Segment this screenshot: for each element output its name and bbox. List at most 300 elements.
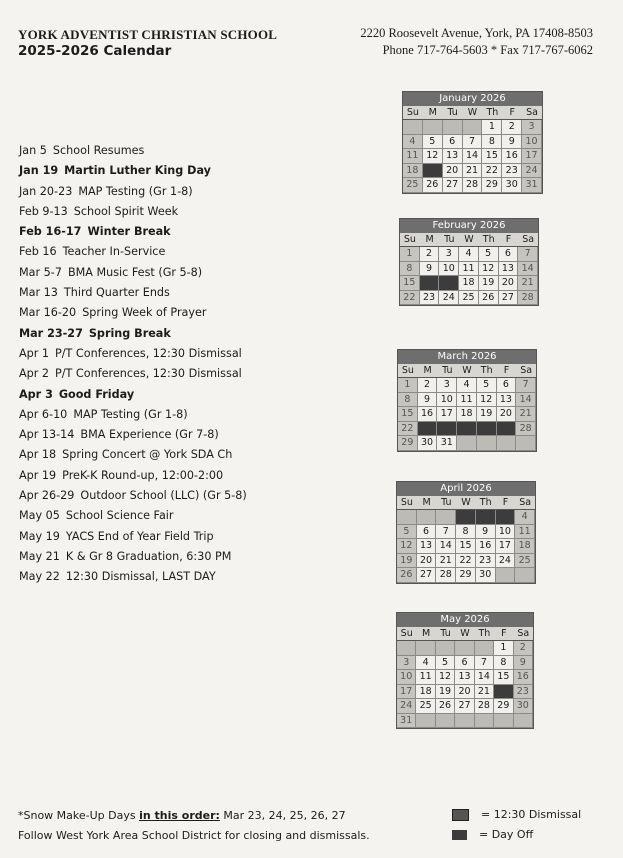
- day-cell: 20: [443, 164, 463, 179]
- day-cell: 18: [403, 164, 423, 179]
- day-cell: 10: [439, 262, 459, 277]
- day-cell: 3: [439, 247, 459, 262]
- month-calendar-may: [396, 612, 534, 729]
- school-address: 2220 Roosevelt Avenue, York, PA 17408-8503: [360, 26, 593, 40]
- day-cell: 17: [496, 539, 516, 554]
- event-text: School Spirit Week: [73, 204, 179, 218]
- weekday-label: Tu: [440, 628, 451, 639]
- month-title: January 2026: [403, 92, 542, 106]
- day-cell: 29: [456, 568, 476, 583]
- event-date: Mar 5-7: [19, 265, 62, 279]
- event-date: Apr 19: [19, 468, 57, 482]
- day-cell: 25: [459, 291, 479, 306]
- event-item: [19, 327, 247, 347]
- day-cell: 21: [463, 164, 483, 179]
- day-cell: 16: [502, 149, 522, 164]
- day-cell: 6: [455, 656, 474, 671]
- day-cell: 26: [477, 422, 497, 437]
- day-cell: 29: [482, 178, 502, 193]
- empty-cell: [497, 436, 517, 451]
- event-text: School Resumes: [52, 144, 145, 157]
- day-cell: 14: [518, 262, 538, 277]
- day-cell: 6: [499, 247, 519, 262]
- event-date: Feb 16-17: [19, 225, 82, 239]
- day-cell: 22: [482, 164, 502, 179]
- day-cell: 15: [456, 539, 476, 554]
- day-cell: 6: [417, 525, 437, 540]
- event-item: [19, 185, 247, 205]
- closing-note: Follow West York Area School District for closing and dismissals.: [18, 829, 370, 842]
- empty-cell: [397, 641, 416, 656]
- empty-cell: [477, 436, 497, 451]
- day-cell: 3: [496, 510, 516, 525]
- day-cell: 21: [475, 685, 494, 700]
- day-cell: 28: [463, 178, 483, 193]
- day-cell: 7: [436, 525, 456, 540]
- day-cell: 24: [437, 422, 457, 437]
- day-cell: 4: [416, 656, 435, 671]
- empty-cell: [496, 568, 516, 583]
- day-cell: 21: [436, 554, 456, 569]
- day-grid: [398, 378, 536, 451]
- weekday-header: [400, 233, 538, 247]
- day-cell: 30: [514, 699, 533, 714]
- calendar-title: 2025-2026 Calendar: [18, 43, 172, 59]
- day-cell: 16: [476, 539, 496, 554]
- day-cell: 8: [482, 135, 502, 150]
- event-text: Martin Luther King Day: [64, 164, 211, 178]
- day-off-swatch-icon: [452, 830, 467, 840]
- legend-dismissal: [452, 808, 581, 821]
- day-cell: 31: [437, 436, 457, 451]
- event-date: May 22: [19, 570, 60, 584]
- snow-makeup-emphasis: in this order:: [139, 809, 220, 822]
- day-grid: [397, 510, 535, 583]
- weekday-label: Th: [482, 234, 495, 245]
- event-text: K & Gr 8 Graduation, 6:30 PM: [65, 549, 232, 563]
- day-cell: 31: [522, 178, 542, 193]
- event-item: [19, 266, 247, 286]
- day-cell: 12: [397, 539, 417, 554]
- day-cell: 22: [456, 554, 476, 569]
- day-cell: 16: [418, 407, 438, 422]
- weekday-label: Tu: [442, 365, 453, 376]
- day-cell: 9: [420, 262, 440, 277]
- day-cell: 15: [400, 276, 420, 291]
- weekday-label: M: [425, 234, 434, 245]
- day-cell: 27: [443, 178, 463, 193]
- day-cell: 17: [397, 685, 416, 700]
- weekday-label: Th: [486, 107, 499, 118]
- day-grid: [403, 120, 542, 193]
- day-cell: 17: [522, 149, 542, 164]
- day-cell: 27: [417, 568, 437, 583]
- weekday-label: Tu: [447, 107, 458, 118]
- day-cell: 14: [516, 393, 536, 408]
- month-calendar-january: [402, 91, 543, 194]
- event-date: Apr 18: [19, 448, 57, 462]
- month-title: May 2026: [397, 613, 533, 627]
- day-cell: 8: [494, 656, 513, 671]
- empty-cell: [443, 120, 463, 135]
- day-cell: 7: [516, 378, 536, 393]
- day-cell: 27: [497, 422, 517, 437]
- day-cell: 13: [443, 149, 463, 164]
- day-cell: 10: [522, 135, 542, 150]
- event-item: [19, 448, 247, 468]
- empty-cell: [455, 714, 474, 729]
- day-cell: 5: [477, 378, 497, 393]
- day-cell: 23: [418, 422, 438, 437]
- day-cell: 24: [397, 699, 416, 714]
- dismissal-swatch-icon: [452, 809, 469, 821]
- event-date: Apr 3: [19, 387, 53, 401]
- day-cell: 30: [502, 178, 522, 193]
- weekday-label: F: [505, 234, 512, 245]
- weekday-label: Th: [479, 497, 492, 508]
- event-date: Feb 16: [19, 245, 57, 259]
- day-cell: 4: [457, 378, 477, 393]
- day-cell: 26: [423, 178, 443, 193]
- day-cell: 21: [518, 276, 538, 291]
- legend-day-off-label: = Day Off: [479, 828, 534, 841]
- event-item: [19, 205, 247, 225]
- day-cell: 20: [499, 276, 519, 291]
- day-grid: [400, 247, 538, 305]
- day-cell: 28: [516, 422, 536, 437]
- day-cell: 23: [514, 685, 533, 700]
- day-cell: 16: [514, 670, 533, 685]
- day-cell: 11: [457, 393, 477, 408]
- day-cell: 28: [518, 291, 538, 306]
- day-cell: 1: [494, 641, 513, 656]
- events-list: [19, 144, 247, 591]
- day-cell: 22: [398, 422, 418, 437]
- day-cell: 17: [437, 407, 457, 422]
- day-cell: 7: [463, 135, 483, 150]
- event-date: Mar 13: [19, 286, 58, 300]
- day-cell: 11: [416, 670, 435, 685]
- day-cell: 12: [477, 393, 497, 408]
- event-date: Jan 5: [19, 144, 47, 157]
- event-date: May 19: [19, 529, 60, 543]
- day-cell: 5: [436, 656, 455, 671]
- day-cell: 8: [398, 393, 418, 408]
- weekday-label: Tu: [444, 234, 455, 245]
- empty-cell: [475, 714, 494, 729]
- day-cell: 11: [403, 149, 423, 164]
- weekday-label: Su: [400, 497, 413, 508]
- event-text: Teacher In-Service: [62, 245, 166, 259]
- empty-cell: [423, 120, 443, 135]
- day-cell: 18: [457, 407, 477, 422]
- day-cell: 26: [397, 568, 417, 583]
- day-cell: 29: [494, 699, 513, 714]
- snow-makeup-prefix: *Snow Make-Up Days: [18, 809, 140, 822]
- day-cell: 9: [418, 393, 438, 408]
- event-item: [19, 408, 247, 428]
- day-cell: 11: [459, 262, 479, 277]
- day-cell: 25: [403, 178, 423, 193]
- day-cell: 19: [423, 164, 443, 179]
- weekday-label: W: [467, 107, 478, 118]
- day-cell: 20: [497, 407, 517, 422]
- empty-cell: [417, 510, 437, 525]
- day-cell: 2: [514, 641, 533, 656]
- event-text: Spring Break: [88, 326, 171, 340]
- day-cell: 26: [479, 291, 499, 306]
- legend-day-off: [452, 828, 533, 841]
- event-text: Good Friday: [58, 387, 135, 401]
- event-item: [19, 469, 247, 489]
- weekday-header: [403, 106, 542, 120]
- event-text: Outdoor School (LLC) (Gr 5-8): [80, 489, 247, 503]
- day-cell: 22: [400, 291, 420, 306]
- event-date: Apr 1: [19, 346, 50, 360]
- empty-cell: [516, 436, 536, 451]
- weekday-label: W: [462, 365, 472, 376]
- day-cell: 3: [397, 656, 416, 671]
- event-text: Winter Break: [87, 225, 171, 239]
- day-cell: 16: [420, 276, 440, 291]
- day-grid: [397, 641, 533, 728]
- event-item: [19, 286, 247, 306]
- day-cell: 12: [423, 149, 443, 164]
- event-text: BMA Music Fest (Gr 5-8): [67, 265, 203, 279]
- weekday-label: F: [509, 107, 515, 118]
- snow-makeup-days: Mar 23, 24, 25, 26, 27: [219, 809, 346, 822]
- day-cell: 25: [416, 699, 435, 714]
- weekday-header: [397, 496, 535, 510]
- day-cell: 14: [436, 539, 456, 554]
- weekday-header: [398, 364, 536, 378]
- day-cell: 20: [417, 554, 437, 569]
- month-calendar-march: [397, 349, 537, 452]
- month-calendar-april: [396, 481, 536, 584]
- weekday-label: F: [502, 497, 509, 508]
- day-cell: 18: [515, 539, 535, 554]
- month-title: March 2026: [398, 350, 536, 364]
- day-cell: 5: [479, 247, 499, 262]
- event-text: Spring Week of Prayer: [82, 306, 207, 320]
- month-title: April 2026: [397, 482, 535, 496]
- weekday-label: Sa: [519, 497, 532, 508]
- empty-cell: [403, 120, 423, 135]
- day-cell: 9: [502, 135, 522, 150]
- day-cell: 14: [475, 670, 494, 685]
- empty-cell: [514, 714, 533, 729]
- empty-cell: [436, 510, 456, 525]
- day-cell: 13: [499, 262, 519, 277]
- weekday-label: Sa: [522, 234, 535, 245]
- event-text: 12:30 Dismissal, LAST DAY: [65, 570, 216, 584]
- empty-cell: [463, 120, 483, 135]
- day-cell: 24: [439, 291, 459, 306]
- event-date: Mar 16-20: [19, 306, 77, 320]
- day-cell: 12: [436, 670, 455, 685]
- day-cell: 9: [514, 656, 533, 671]
- empty-cell: [436, 714, 455, 729]
- day-cell: 13: [455, 670, 474, 685]
- empty-cell: [515, 568, 535, 583]
- day-cell: 23: [420, 291, 440, 306]
- day-cell: 5: [397, 525, 417, 540]
- event-date: Apr 2: [19, 367, 50, 381]
- day-cell: 4: [515, 510, 535, 525]
- day-cell: 18: [459, 276, 479, 291]
- weekday-label: Th: [478, 628, 491, 639]
- day-cell: 12: [479, 262, 499, 277]
- day-cell: 26: [436, 699, 455, 714]
- event-date: Apr 26-29: [19, 489, 75, 503]
- weekday-label: F: [503, 365, 510, 376]
- day-cell: 3: [437, 378, 457, 393]
- weekday-label: Sa: [526, 107, 538, 118]
- event-item: [19, 530, 247, 550]
- weekday-label: Sa: [520, 365, 533, 376]
- day-cell: 15: [398, 407, 418, 422]
- weekday-label: Su: [403, 234, 416, 245]
- event-text: MAP Testing (Gr 1-8): [78, 184, 193, 198]
- day-cell: 19: [479, 276, 499, 291]
- day-cell: 18: [416, 685, 435, 700]
- empty-cell: [397, 510, 417, 525]
- event-text: Spring Concert @ York SDA Ch: [62, 448, 233, 462]
- day-cell: 24: [496, 554, 516, 569]
- day-cell: 25: [515, 554, 535, 569]
- day-cell: 23: [476, 554, 496, 569]
- day-cell: 15: [494, 670, 513, 685]
- event-item: [19, 144, 247, 164]
- event-text: PreK-K Round-up, 12:00-2:00: [62, 468, 224, 482]
- weekday-label: Su: [400, 628, 413, 639]
- day-cell: 8: [400, 262, 420, 277]
- day-cell: 30: [418, 436, 438, 451]
- day-cell: 30: [476, 568, 496, 583]
- day-cell: 24: [522, 164, 542, 179]
- empty-cell: [416, 714, 435, 729]
- event-text: MAP Testing (Gr 1-8): [73, 407, 188, 421]
- empty-cell: [455, 641, 474, 656]
- day-cell: 1: [398, 378, 418, 393]
- event-item: [19, 306, 247, 326]
- day-cell: 7: [475, 656, 494, 671]
- empty-cell: [475, 641, 494, 656]
- weekday-label: W: [460, 628, 470, 639]
- event-text: BMA Experience (Gr 7-8): [80, 428, 219, 442]
- snow-makeup-note: [18, 809, 346, 822]
- legend-dismissal-label: = 12:30 Dismissal: [481, 808, 582, 821]
- event-item: [19, 570, 247, 590]
- empty-cell: [436, 641, 455, 656]
- event-date: Apr 13-14: [19, 428, 75, 442]
- day-cell: 9: [476, 525, 496, 540]
- month-calendar-february: [399, 218, 539, 306]
- day-cell: 17: [439, 276, 459, 291]
- event-item: [19, 388, 247, 408]
- weekday-header: [397, 627, 533, 641]
- day-cell: 19: [397, 554, 417, 569]
- day-cell: 1: [400, 247, 420, 262]
- weekday-label: Su: [401, 365, 414, 376]
- day-cell: 3: [522, 120, 542, 135]
- event-item: [19, 225, 247, 245]
- weekday-label: W: [461, 497, 471, 508]
- weekday-label: Sa: [517, 628, 530, 639]
- event-item: [19, 428, 247, 448]
- event-date: Jan 19: [19, 164, 59, 178]
- day-cell: 27: [455, 699, 474, 714]
- event-date: Apr 6-10: [19, 407, 68, 421]
- day-cell: 7: [518, 247, 538, 262]
- weekday-label: M: [422, 497, 431, 508]
- day-cell: 14: [463, 149, 483, 164]
- day-cell: 8: [456, 525, 476, 540]
- event-text: School Science Fair: [65, 509, 174, 523]
- day-cell: 23: [502, 164, 522, 179]
- empty-cell: [494, 714, 513, 729]
- event-text: P/T Conferences, 12:30 Dismissal: [55, 367, 242, 381]
- event-text: P/T Conferences, 12:30 Dismissal: [55, 346, 242, 360]
- day-cell: 22: [494, 685, 513, 700]
- day-cell: 10: [397, 670, 416, 685]
- school-contact: [360, 25, 593, 59]
- event-date: Feb 9-13: [19, 204, 68, 218]
- day-cell: 1: [482, 120, 502, 135]
- event-item: [19, 367, 247, 387]
- day-cell: 28: [475, 699, 494, 714]
- day-cell: 2: [502, 120, 522, 135]
- event-date: May 05: [19, 509, 60, 523]
- event-item: [19, 164, 247, 184]
- event-item: [19, 489, 247, 509]
- event-text: Third Quarter Ends: [63, 286, 170, 300]
- day-cell: 21: [516, 407, 536, 422]
- weekday-label: M: [422, 628, 431, 639]
- day-cell: 1: [456, 510, 476, 525]
- empty-cell: [416, 641, 435, 656]
- day-cell: 11: [515, 525, 535, 540]
- day-cell: 27: [499, 291, 519, 306]
- day-cell: 13: [497, 393, 517, 408]
- event-date: Mar 23-27: [19, 326, 83, 340]
- day-cell: 6: [443, 135, 463, 150]
- day-cell: 2: [476, 510, 496, 525]
- event-item: [19, 550, 247, 570]
- month-title: February 2026: [400, 219, 538, 233]
- weekday-label: M: [423, 365, 432, 376]
- event-item: [19, 347, 247, 367]
- day-cell: 2: [418, 378, 438, 393]
- weekday-label: Th: [480, 365, 493, 376]
- day-cell: 19: [436, 685, 455, 700]
- day-cell: 13: [417, 539, 437, 554]
- day-cell: 25: [457, 422, 477, 437]
- day-cell: 29: [398, 436, 418, 451]
- day-cell: 19: [477, 407, 497, 422]
- day-cell: 28: [436, 568, 456, 583]
- day-cell: 10: [437, 393, 457, 408]
- weekday-label: M: [428, 107, 437, 118]
- day-cell: 31: [397, 714, 416, 729]
- weekday-label: Tu: [441, 497, 452, 508]
- school-phone-fax: Phone 717-764-5603 * Fax 717-767-6062: [382, 43, 593, 57]
- event-date: May 21: [19, 549, 60, 563]
- empty-cell: [457, 436, 477, 451]
- weekday-label: W: [464, 234, 474, 245]
- day-cell: 6: [497, 378, 517, 393]
- day-cell: 15: [482, 149, 502, 164]
